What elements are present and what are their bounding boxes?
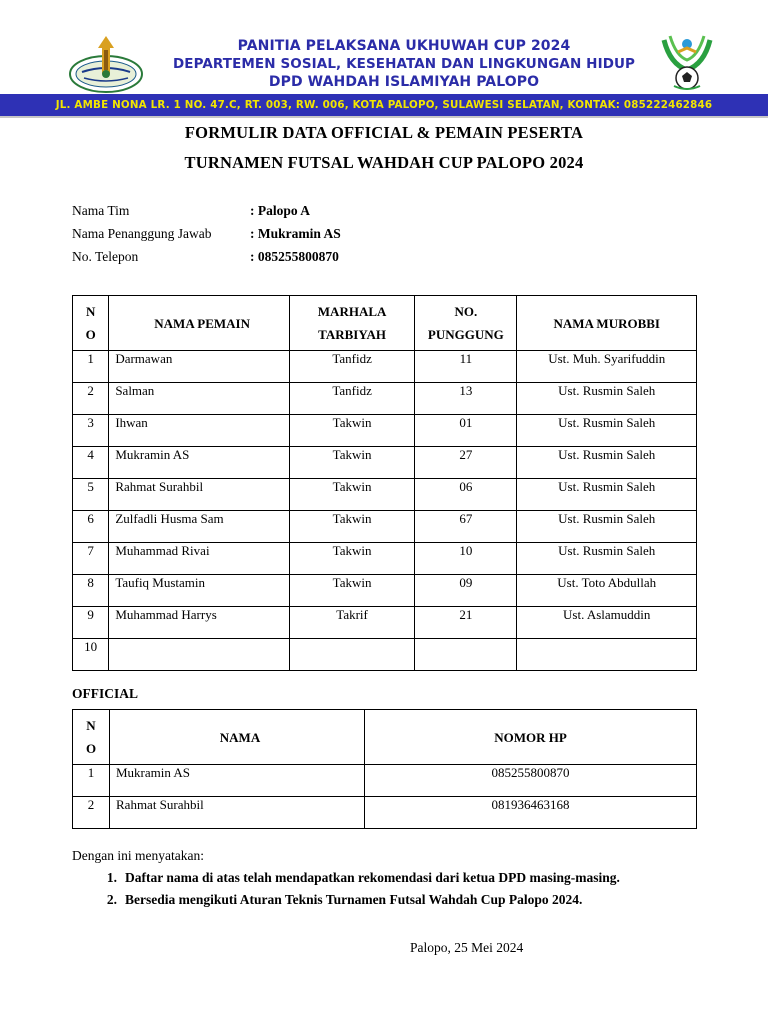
cell-marhala: Takwin — [289, 575, 414, 607]
cell-no: 7 — [73, 543, 109, 575]
cell-jersey-number: 06 — [415, 479, 517, 511]
cell-no: 9 — [73, 607, 109, 639]
header-punggung-line1: NO. — [454, 304, 478, 319]
statement-item-text: Bersedia mengikuti Aturan Teknis Turnamen Futsal Wahdah Cup Palopo 2024. — [125, 892, 583, 907]
official-table — [72, 709, 697, 829]
cell-jersey-number: 67 — [415, 511, 517, 543]
cell-jersey-number: 10 — [415, 543, 517, 575]
cell-official-name: Mukramin AS — [110, 765, 365, 797]
table-row — [73, 639, 697, 671]
table-row — [73, 415, 697, 447]
official-header-phone: NOMOR HP — [365, 710, 697, 765]
table-row — [73, 543, 697, 575]
cell-murobbi: Ust. Rusmin Saleh — [517, 415, 697, 447]
table-row — [73, 511, 697, 543]
cell-marhala: Tanfidz — [289, 351, 414, 383]
cell-murobbi: Ust. Rusmin Saleh — [517, 543, 697, 575]
cell-phone: 085255800870 — [365, 765, 697, 797]
table-row — [73, 797, 697, 829]
form-subtitle: TURNAMEN FUTSAL WAHDAH CUP PALOPO 2024 — [184, 153, 584, 172]
cell-no: 2 — [73, 383, 109, 415]
cell-marhala: Takwin — [289, 543, 414, 575]
info-label: No. Telepon — [72, 249, 139, 264]
cell-marhala: Takwin — [289, 479, 414, 511]
info-value: : 085255800870 — [250, 249, 339, 264]
cell-marhala: Tanfidz — [289, 383, 414, 415]
cell-jersey-number — [415, 639, 517, 671]
address-bar: JL. AMBE NONA LR. 1 NO. 47.C, RT. 003, RW. 006, KOTA PALOPO, SULAWESI SELATAN, KONTAK: 085222462846 — [0, 94, 768, 116]
cell-no: 6 — [73, 511, 109, 543]
official-header-no-line1: N — [86, 718, 96, 733]
statement-item-number: 2. — [106, 892, 117, 907]
statement-item-text: Daftar nama di atas telah mendapatkan rekomendasi dari ketua DPD masing-masing. — [125, 870, 620, 885]
address-bar-divider — [0, 116, 768, 118]
cell-no: 8 — [73, 575, 109, 607]
official-header-no-line2: O — [85, 741, 97, 756]
letterhead — [0, 0, 768, 120]
cell-murobbi: Ust. Aslamuddin — [517, 607, 697, 639]
cell-jersey-number: 27 — [415, 447, 517, 479]
cell-no: 3 — [73, 415, 109, 447]
players-table — [72, 295, 697, 671]
cell-marhala: Takwin — [289, 415, 414, 447]
header-line-2: DEPARTEMEN SOSIAL, KESEHATAN DAN LINGKUNGAN HIDUP — [172, 56, 636, 72]
cell-player-name — [109, 639, 290, 671]
table-row — [73, 479, 697, 511]
header-marhala-line1: MARHALA — [317, 304, 387, 319]
cell-jersey-number: 13 — [415, 383, 517, 415]
official-section-label: OFFICIAL — [72, 686, 139, 701]
header-no — [73, 296, 109, 351]
signature-date: Palopo, 25 Mei 2024 — [410, 940, 524, 955]
info-value: : Palopo A — [250, 203, 311, 218]
cell-player-name: Taufiq Mustamin — [109, 575, 290, 607]
header-marhala — [289, 296, 414, 351]
cell-player-name: Rahmat Surahbil — [109, 479, 290, 511]
table-row — [73, 575, 697, 607]
cell-marhala: Takwin — [289, 511, 414, 543]
cell-player-name: Muhammad Harrys — [109, 607, 290, 639]
cell-jersey-number: 01 — [415, 415, 517, 447]
official-header-no — [73, 710, 110, 765]
table-row — [73, 765, 697, 797]
cell-murobbi — [517, 639, 697, 671]
cell-no: 10 — [73, 639, 109, 671]
info-value: : Mukramin AS — [250, 226, 341, 241]
organization-logo-icon — [68, 36, 144, 94]
cell-murobbi: Ust. Toto Abdullah — [517, 575, 697, 607]
cell-murobbi: Ust. Muh. Syarifuddin — [517, 351, 697, 383]
header-jersey-number — [415, 296, 517, 351]
cell-jersey-number: 09 — [415, 575, 517, 607]
cell-phone: 081936463168 — [365, 797, 697, 829]
cell-marhala: Takrif — [289, 607, 414, 639]
cell-player-name: Mukramin AS — [109, 447, 290, 479]
statement-item — [72, 892, 620, 914]
table-row — [73, 351, 697, 383]
header-line-1: PANITIA PELAKSANA UKHUWAH CUP 2024 — [237, 38, 571, 54]
cell-player-name: Darmawan — [109, 351, 290, 383]
cell-player-name: Ihwan — [109, 415, 290, 447]
table-row — [73, 383, 697, 415]
cell-murobbi: Ust. Rusmin Saleh — [517, 447, 697, 479]
official-header-row — [73, 710, 697, 765]
cell-no: 1 — [73, 765, 110, 797]
cell-official-name: Rahmat Surahbil — [110, 797, 365, 829]
form-title: FORMULIR DATA OFFICIAL & PEMAIN PESERTA — [184, 123, 584, 142]
cell-jersey-number: 11 — [415, 351, 517, 383]
cell-no: 4 — [73, 447, 109, 479]
cell-murobbi: Ust. Rusmin Saleh — [517, 383, 697, 415]
info-label: Nama Penanggung Jawab — [72, 226, 212, 241]
header-murobbi: NAMA MUROBBI — [517, 296, 697, 351]
table-row — [73, 607, 697, 639]
statement-intro: Dengan ini menyatakan: — [72, 848, 204, 863]
players-header-row — [73, 296, 697, 351]
statement-item — [72, 870, 620, 892]
cell-marhala: Takwin — [289, 447, 414, 479]
cell-no: 2 — [73, 797, 110, 829]
cell-player-name: Salman — [109, 383, 290, 415]
header-player-name: NAMA PEMAIN — [109, 296, 290, 351]
header-punggung-line2: PUNGGUNG — [427, 327, 504, 342]
cell-no: 1 — [73, 351, 109, 383]
official-header-name: NAMA — [110, 710, 365, 765]
cup-logo-icon — [656, 30, 718, 92]
cell-marhala — [289, 639, 414, 671]
statement-list — [72, 870, 620, 914]
cell-player-name: Zulfadli Husma Sam — [109, 511, 290, 543]
info-label: Nama Tim — [72, 203, 130, 218]
info-row-phone — [72, 249, 341, 272]
table-row — [73, 447, 697, 479]
cell-jersey-number: 21 — [415, 607, 517, 639]
cell-murobbi: Ust. Rusmin Saleh — [517, 479, 697, 511]
header-no-line1: N — [85, 304, 96, 319]
statement-item-number: 1. — [106, 870, 117, 885]
header-line-3: DPD WAHDAH ISLAMIYAH PALOPO — [268, 74, 540, 90]
cell-player-name: Muhammad Rivai — [109, 543, 290, 575]
cell-no: 5 — [73, 479, 109, 511]
header-marhala-line2: TARBIYAH — [318, 327, 387, 342]
info-row-responsible — [72, 226, 341, 249]
info-row-team — [72, 203, 341, 226]
team-info — [72, 203, 341, 272]
header-no-line2: O — [85, 327, 96, 342]
cell-murobbi: Ust. Rusmin Saleh — [517, 511, 697, 543]
